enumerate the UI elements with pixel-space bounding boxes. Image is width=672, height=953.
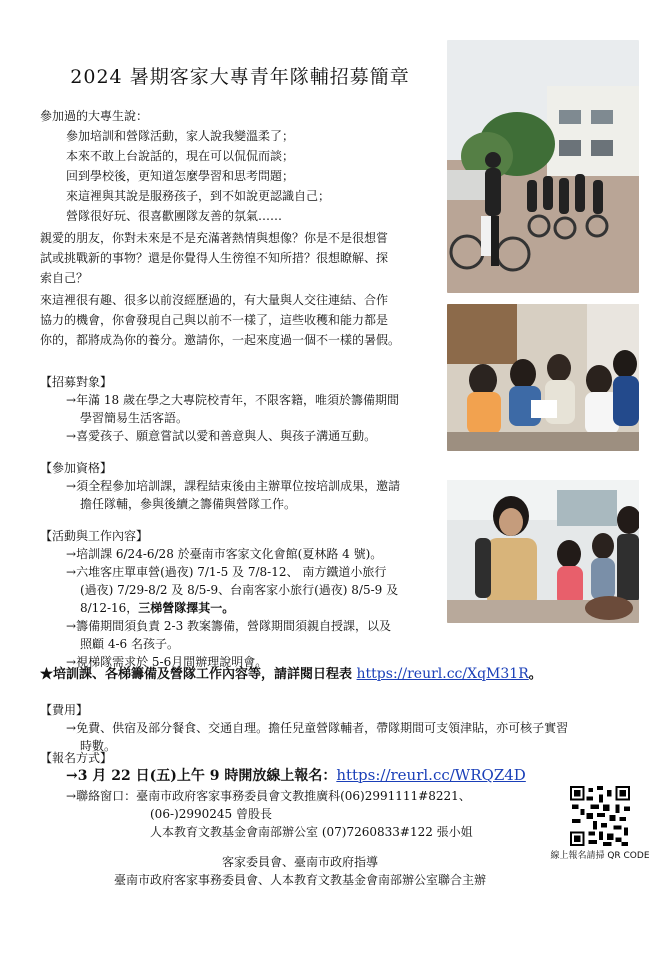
photo-cycling-group [447,40,639,293]
contact-line: →聯絡窗口：臺南市政府客家事務委員會文教推廣科(06)2991111#8221、 [66,789,471,803]
testimonial-line: 營隊很好玩、很喜歡團隊友善的氛氣…… [66,209,283,223]
activity-item: →培訓課 6/24-6/28 於臺南市客家文化會館(夏林路 4 號)。 [66,547,383,561]
intro-line: 試或挑戰新的事物？還是你覺得人生徬徨不知所措？很想瞭解、探 [40,251,389,265]
testimonial-line: 參加培訓和營隊活動，家人說我變溫柔了； [66,129,295,143]
camp-choice-note: 三梯營隊擇其一。 [138,601,235,615]
activity-item: →六堆客庄單車營(過夜) 7/1-5 及 7/8-12、 南方鐵道小旅行 [66,565,387,579]
contact-line: 人本教育文教基金會南部辦公室 (07)7260833#122 張小姐 [150,825,473,839]
testimonial-line: 回到學校後，更知道怎麼學習和思考問題； [66,169,295,183]
intro-line: 索自己？ [40,271,89,285]
testimonial-line: 本來不敢上台說話的，現在可以侃侃而談； [66,149,295,163]
contact-line: (06-)2990245 曾股長 [150,807,272,821]
signup-link[interactable]: https://reurl.cc/WRQZ4D [336,766,526,784]
activity-item-cont: 照顧 4-6 名孩子。 [80,637,179,651]
fees-line: →免費、供宿及部分餐食、交通自理。擔任兒童營隊輔者，帶隊期間可支領津貼，亦可核子實習 [66,721,569,735]
intro-line: 來這裡很有趣、很多以前沒經歷過的，有大量與人交往連結、合作 [40,293,389,307]
signup-header: 【報名方式】 [40,751,113,765]
intro-line: 親愛的朋友，你對未來是不是充滿著熱情與想像？你是不是很想嘗 [40,231,389,245]
recruit-item: →年滿 18 歲在學之大專院校青年，不限客籍，唯須於籌備期間 [66,393,399,407]
signup-open: →3 月 22 日(五)上午 9 時開放線上報名：https://reurl.cc/WRQZ4D [66,766,526,784]
intro-line: 你的，都將成為你的養分。邀請你，一起來度過一個不一樣的暑假。 [40,333,401,347]
activity-item-cont: 8/12-16，三梯營隊擇其一。 [80,601,235,615]
qualify-header: 【參加資格】 [40,461,113,475]
fees-line-cont: 時數。 [80,739,117,753]
qualify-item: →須全程參加培訓課，課程結束後由主辦單位按培訓成果，邀請 [66,479,401,493]
testimonial-line: 來這裡與其說是服務孩子，到不如說更認識自己； [66,189,331,203]
recruit-item-cont: 學習簡易生活客語。 [80,411,189,425]
photo-teacher-with-children [447,480,639,623]
intro-line: 協力的機會，你會發現自己與以前不一樣了，這些收穫和能力都是 [40,313,389,327]
fees-header: 【費用】 [40,703,89,717]
recruit-header: 【招募對象】 [40,375,113,389]
schedule-link[interactable]: https://reurl.cc/XqM31R [356,666,529,682]
page-title: 2024 暑期客家大專青年隊輔招募簡章 [70,66,410,88]
testimonial-header: 參加過的大專生說： [40,109,149,123]
activity-item-cont: (過夜) 7/29-8/2 及 8/5-9、台南客家小旅行(過夜) 8/5-9 及 [80,583,399,597]
recruit-item: →喜愛孩子、願意嘗試以愛和善意與人、與孩子溝通互動。 [66,429,377,443]
footer-line-2: 臺南市政府客家事務委員會、人本教育文教基金會南部辦公室聯合主辦 [113,873,486,887]
qr-caption: 線上報名請掃 QR CODE [550,851,650,861]
activity-item: →視梯隊需求於 5-6月間辦理說明會。 [66,655,268,669]
qualify-item-cont: 擔任隊輔，參與後續之籌備與營隊工作。 [80,497,297,511]
activity-header: 【活動與工作內容】 [40,529,149,543]
footer-line-1: 客家委員會、臺南市政府指導 [221,855,378,869]
schedule-note: ★培訓課、各梯籌備及營隊工作內容等，請詳閱日程表 https://reurl.cc/XqM31R。 [40,666,542,682]
photo-children-reading [447,304,639,451]
activity-item: →籌備期間須負責 2-3 教案籌備，營隊期間須親自授課，以及 [66,619,392,633]
qr-code[interactable] [570,786,630,846]
